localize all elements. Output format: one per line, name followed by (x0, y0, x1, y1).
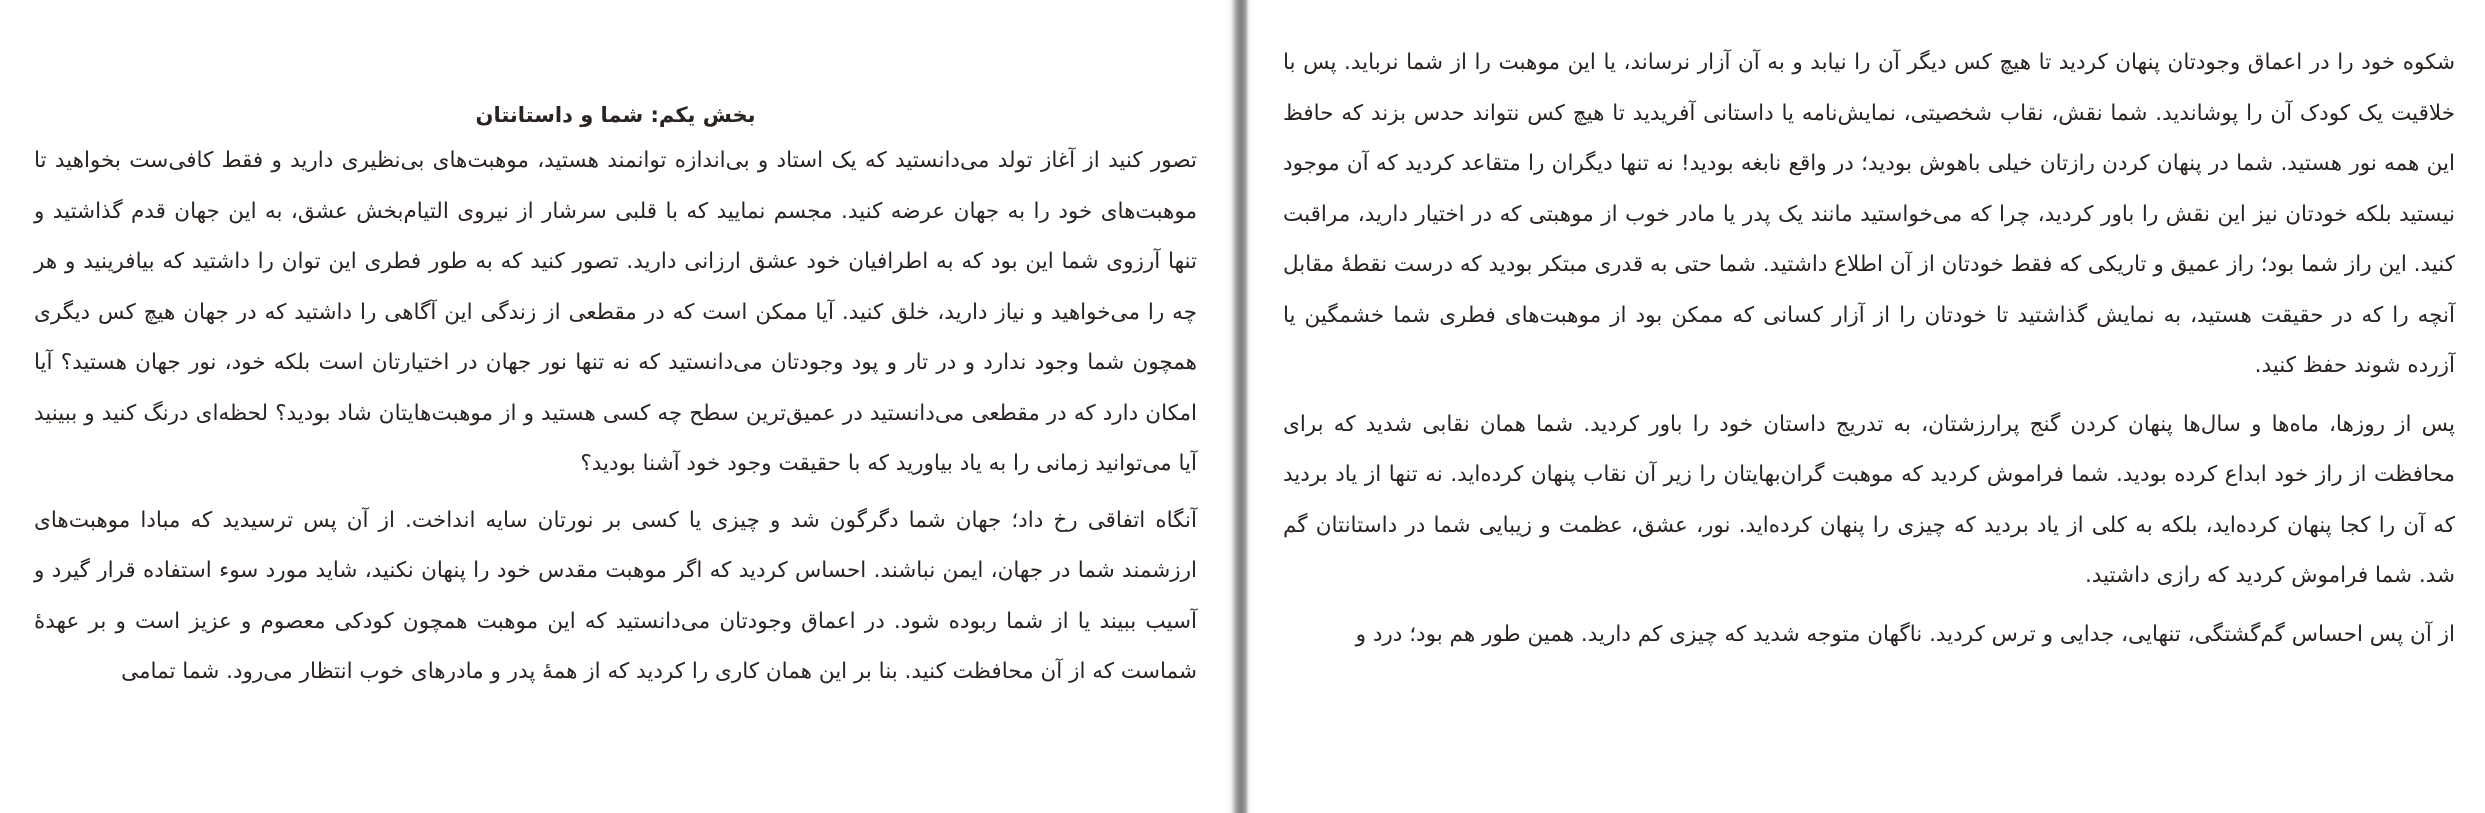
right-paragraph-3: از آن پس احساس گم‌گشتگی، تنهایی، جدایی و ترس کردید. ناگهان متوجه شدید که چیزی کم دارید. همین طور هم بود؛ درد و (1355, 621, 2455, 647)
right-paragraph-1: شکوه خود را در اعماق وجودتان پنهان کردید تا هیچ کس دیگر آن را نیابد و به آن آزار نرساند، یا این موهبت را از شما نرباید. پس با خلاقیت یک کودک آن را پوشاندید. شما نقش، نقاب شخصیتی، نمایش‌نامه یا داستانی آفریدید تا هیچ کس نتواند حدس بزند که حافظ این همه نور هستید. شما در پنهان کردن رازتان خیلی باهوش بودید؛ در واقع نابغه بودید! نه تنها دیگران را متقاعد کردید که آن موجود نیستید بلکه خودتان نیز این نقش را باور کردید، چرا که می‌خواستید مانند یک پدر یا مادر خوب از موهبتی که در اختیار دارید، مراقبت کنید. این راز شما بود؛ راز عمیق و تاریکی که فقط خودتان از آن اطلاع داشتید. شما حتی به قدری مبتکر بودید که درست نقطهٔ مقابل آنچه را که در حقیقت هستید، به نمایش گذاشتید تا خودتان را از آزار کسانی که ممکن بود از موهبت‌های فطری شما خشمگین یا آزرده شوند حفظ کنید. (1283, 50, 2455, 378)
left-paragraph-2: آنگاه اتفاقی رخ داد؛ جهان شما دگرگون شد و چیزی یا کسی بر نورتان سایه انداخت. از آن پس ترسیدید که مبادا موهبت‌های ارزشمند شما در جهان، ایمن نباشند. احساس کردید که اگر موهبت مقدس خود را پنهان نکنید، شاید مورد سوء استفاده قرار گیرد و آسیب ببیند یا از شما ربوده شود. در اعماق وجودتان می‌دانستید که این موهبت همچون کودکی معصوم و عزیز است و بر عهدهٔ شماست که از آن محافظت کنید. بنا بر این همان کاری را کردید که از همهٔ پدر و مادرهای خوب انتظار می‌رود. شما تمامی (34, 507, 1197, 684)
right-paragraph-2: پس از روزها، ماه‌ها و سال‌ها پنهان کردن گنج پرارزشتان، به تدریج داستان خود را باور کردید. شما همان نقابی شدید که برای محافظت از راز خود ابداع کرده بودید. شما فراموش کردید که موهبت گران‌بهایتان را زیر آن نقاب پنهان کرده‌اید. نه تنها از یاد بردید که آن را کجا پنهان کرده‌اید، بلکه به کلی از یاد بردید که چیزی را پنهان کرده‌اید. نور، عشق، عظمت و زیبایی شما در داستانتان گم شد. شما فراموش کردید که رازی داشتید. (1283, 411, 2455, 588)
right-page (1253, 0, 2485, 813)
book-gutter (1225, 0, 1253, 813)
left-page (0, 0, 1225, 813)
left-paragraph-1: تصور کنید از آغاز تولد می‌دانستید که یک استاد و بی‌اندازه توانمند هستید، موهبت‌های بی‌نظیری دارید و فقط کافی‌ست بخواهید تا موهبت‌های خود را به جهان عرضه کنید. مجسم نمایید که با قلبی سرشار از نیروی التیام‌بخش عشق، به این جهان قدم گذاشتید و تنها آرزوی شما این بود که به اطرافیان خود عشق ارزانی دارید. تصور کنید که به طور فطری این توان را داشتید که بیافرینید و هر چه را می‌خواهید و نیاز دارید، خلق کنید. آیا ممکن است که در مقطعی از زندگی این آگاهی را داشتید که در جهان هیچ کس دیگری همچون شما وجود ندارد و در تار و پود وجودتان می‌دانستید که نه تنها نور جهان در اختیارتان است بلکه خود، نور جهان هستید؟ آیا امکان دارد که در مقطعی می‌دانستید در عمیق‌ترین سطح چه کسی هستید و از موهبت‌هایتان شاد بودید؟ لحظه‌ای درنگ کنید و ببینید آیا می‌توانید زمانی را به یاد بیاورید که با حقیقت وجود خود آشنا بودید؟ (34, 148, 1197, 476)
section-heading: بخش یکم: شما و داستانتان (475, 103, 756, 127)
